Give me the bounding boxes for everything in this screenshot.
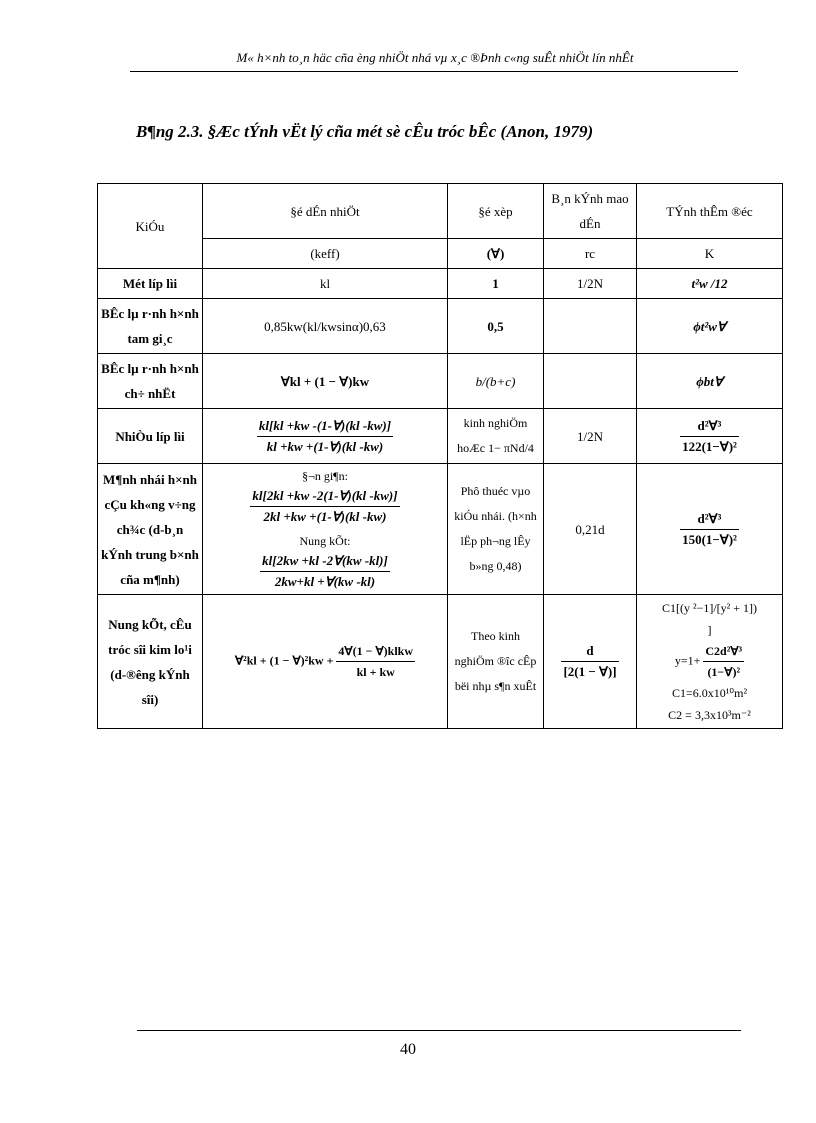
header-type: KiÓu — [98, 184, 203, 269]
permeability-fraction: $\frac{\text{d²∀³}}{\text{122(1−∀)²}}$ — [682, 417, 737, 454]
row-conductivity — [203, 409, 448, 464]
row-permeability: t²w /12 — [637, 269, 783, 299]
row-type: NhiÒu líp lìi — [98, 409, 203, 464]
row-porosity: 0,5 — [448, 299, 544, 354]
row-permeability: ϕt²w∀ — [637, 299, 783, 354]
row-conductivity — [203, 464, 448, 595]
sintered-fraction: $\frac{kl[2kw +kl -2\forall(kw -kl)]}{2kw+kl +\forall(kw -kl)}$ — [262, 553, 388, 589]
row-type: BÊc lµ r·nh h×nh ch÷ nhËt — [98, 354, 203, 409]
table-row — [98, 299, 783, 354]
conductivity-fraction: $\frac{kl[kl +kw -(1-\forall)(kl -kw)]}{kl +kw +(1-\forall)(kl -kw)}$ — [258, 417, 392, 454]
header-radius: B¸n kÝnh mao dÉn — [544, 184, 637, 239]
permeability-fraction: $\frac{\text{C2d²∀³}}{\text{(1−∀)²}}$ — [703, 641, 744, 682]
symbol-porosity: (∀) — [448, 239, 544, 269]
row-radius: 0,21d — [544, 464, 637, 595]
permeability-fraction: $\frac{\text{d²∀³}}{\text{150(1−∀)²}}$ — [682, 510, 737, 547]
row-radius: 1/2N — [544, 269, 637, 299]
row-conductivity: ∀²kl + (1 − ∀)²kw + $\frac{\text{4∀(1 − ∀)klkw}}{kl + kw}$ — [203, 595, 448, 729]
symbol-rc: rc — [544, 239, 637, 269]
row-radius — [544, 354, 637, 409]
table-row — [98, 464, 783, 595]
simple-fraction: $\frac{kl[2kl +kw -2(1-\forall)(kl -kw)]}{2kl +kw +(1-\forall)(kl -kw)}$ — [252, 488, 398, 524]
conductivity-fraction: $\frac{\text{4∀(1 − ∀)klkw}}{kl + kw}$ — [336, 641, 415, 682]
row-radius: 1/2N — [544, 409, 637, 464]
row-permeability: C1[(y ²−1]/[y² + 1]) ] y=1+ $\frac{\text{C2d²∀³}}{\text{(1−∀)²}}$ C1=6.0x10¹⁰m² C2 = 3,3x10³m⁻² — [637, 595, 783, 729]
table-caption: B¶ng 2.3. §Æc tÝnh vËt lý cña mét sè cÊu tróc bÊc (Anon, 1979) — [136, 122, 594, 141]
table-header-row — [98, 184, 783, 239]
simple-label: §¬n gi¶n: — [302, 469, 348, 483]
row-type: M¶nh nhái h×nh cÇu kh«ng v÷ng ch¾c (d-b¸n kÝnh trung b×nh cña m¶nh) — [98, 464, 203, 595]
row-radius — [544, 299, 637, 354]
symbol-k: K — [637, 239, 783, 269]
table-row — [98, 269, 783, 299]
row-permeability — [637, 464, 783, 595]
radius-fraction: $\frac{d}{[2(1 - \forall)]}$ — [563, 643, 617, 679]
table-row — [98, 354, 783, 409]
row-type: BÊc lµ r·nh h×nh tam gi¸c — [98, 299, 203, 354]
row-porosity: Theo kinh nghiÖm ®îc cÊp bëi nhµ s¶n xuÊt — [448, 595, 544, 729]
row-type: Mét líp lìi — [98, 269, 203, 299]
row-conductivity: 0,85kw(kl/kwsinα)0,63 — [203, 299, 448, 354]
header-rule — [130, 71, 738, 72]
sintered-label: Nung kÕt: — [299, 534, 351, 548]
row-porosity: Phô thuéc vµo kiÓu nhái. (h×nh lËp ph¬ng lÊy b»ng 0,48) — [448, 464, 544, 595]
row-radius — [544, 595, 637, 729]
row-conductivity: ∀kl + (1 − ∀)kw — [203, 354, 448, 409]
header-porosity: §é xèp — [448, 184, 544, 239]
header-permeability: TÝnh thÊm ®éc — [637, 184, 783, 239]
page-number: 40 — [400, 1041, 416, 1058]
table-row — [98, 409, 783, 464]
row-conductivity: kl — [203, 269, 448, 299]
row-type: Nung kÕt, cÊu tróc sîi kim lo¹i (d-®êng kÝnh sîi) — [98, 595, 203, 729]
row-porosity: 1 — [448, 269, 544, 299]
header-conductivity: §é dÉn nhiÖt — [203, 184, 448, 239]
row-porosity: b/(b+c) — [448, 354, 544, 409]
footer-rule — [137, 1030, 741, 1031]
table-row — [98, 595, 783, 729]
wick-properties-table — [97, 183, 783, 729]
symbol-keff: (keff) — [203, 239, 448, 269]
row-permeability: ϕbt∀ — [637, 354, 783, 409]
running-header: M« h×nh to¸n häc cña èng nhiÖt nhá vµ x¸c ®Þnh c«ng suÊt nhiÖt lín nhÊt — [236, 50, 634, 65]
row-porosity: kinh nghiÖm hoÆc 1− πNd/4 — [448, 409, 544, 464]
row-permeability — [637, 409, 783, 464]
